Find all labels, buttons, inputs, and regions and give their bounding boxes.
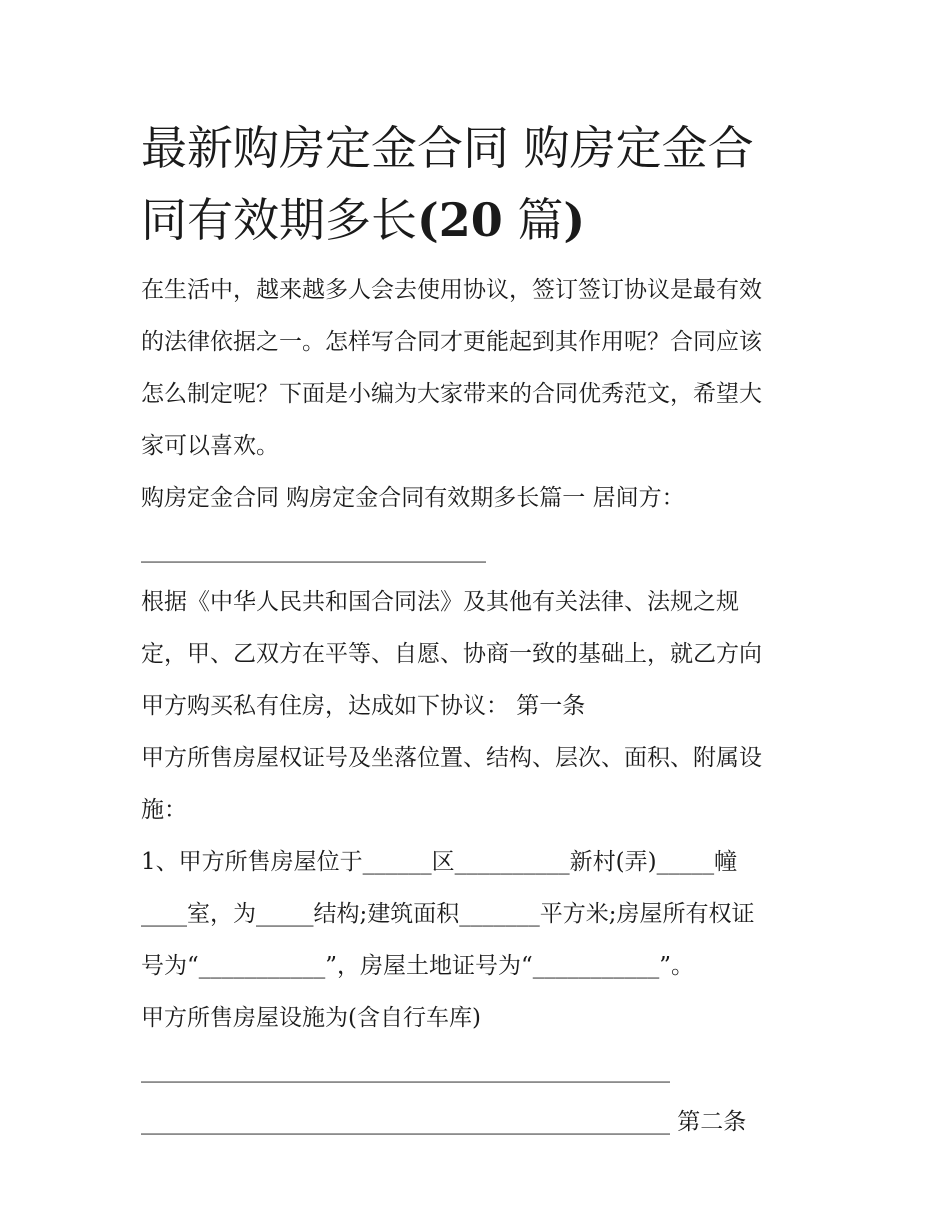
body-line: 家可以喜欢。 [141, 433, 279, 459]
body-line: 甲方所售房屋权证号及坐落位置、结构、层次、面积、附属设 [141, 745, 762, 771]
body-line: 根据《中华人民共和国合同法》及其他有关法律、法规之规 [141, 589, 739, 615]
section-heading: 购房定金合同 购房定金合同有效期多长篇一 居间方： [141, 485, 685, 511]
blank-underline: ______________________________________________ 第二条 [141, 1109, 747, 1135]
body-line: 定，甲、乙双方在平等、自愿、协商一致的基础上，就乙方向 [141, 641, 762, 667]
document-page [141, 112, 811, 1148]
body-line: 号为“___________”，房屋土地证号为“___________”。 [141, 953, 695, 979]
title-line-2 [141, 184, 811, 256]
blank-underline: ______________________________________________ [141, 1057, 670, 1083]
title-line-1: 最新购房定金合同 购房定金合 [141, 121, 754, 175]
body-line: 的法律依据之一。怎样写合同才更能起到其作用呢？合同应该 [141, 329, 762, 355]
body-line: 施： [141, 797, 187, 823]
body-line: 1、甲方所售房屋位于______区__________新村(弄)_____幢 [141, 849, 738, 875]
body-line: 在生活中，越来越多人会去使用协议，签订签订协议是最有效 [141, 277, 762, 303]
title-count-unit: 篇 [502, 193, 564, 247]
body-line: 甲方购买私有住房，达成如下协议： 第一条 [141, 693, 586, 719]
document-body [141, 264, 811, 1148]
body-line: 甲方所售房屋设施为(含自行车库) [141, 1005, 481, 1031]
body-line: ____室，为_____结构;建筑面积_______平方米;房屋所有权证 [141, 901, 755, 927]
body-line: 怎么制定呢？下面是小编为大家带来的合同优秀范文，希望大 [141, 381, 762, 407]
title-line-2-prefix: 同有效期多长 [141, 193, 417, 247]
blank-underline: ______________________________ [141, 537, 486, 563]
title-count-close: ) [563, 193, 586, 247]
title-count-open: (20 [417, 193, 503, 247]
document-title [141, 112, 811, 256]
